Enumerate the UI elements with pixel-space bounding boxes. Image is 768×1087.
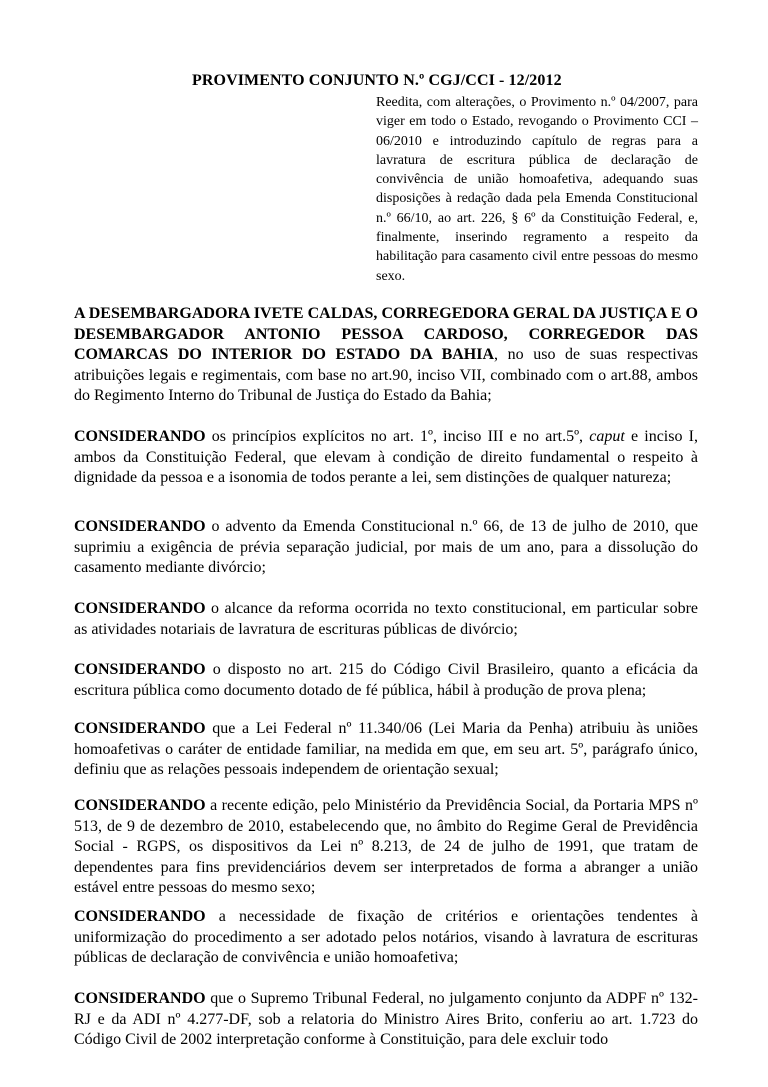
considerando-paragraph: CONSIDERANDO o alcance da reforma ocorrida no texto constitucional, em particular sobre as atividades notariais de lavratura de escrituras públicas de divórcio; [74, 600, 698, 638]
considerando-keyword: CONSIDERANDO [74, 661, 206, 678]
considerando-paragraph: CONSIDERANDO que o Supremo Tribunal Federal, no julgamento conjunto da ADPF nº 132-RJ e da ADI nº 4.277-DF, sob a relatoria do Ministro Aires Brito, conferiu ao art. 1.723 do Código Civil de 2002 interpretação conforme à Constituição, para dele excluir todo [74, 990, 698, 1049]
considerando-keyword: CONSIDERANDO [74, 908, 206, 925]
considerando-keyword: CONSIDERANDO [74, 797, 206, 814]
considerando-paragraph: CONSIDERANDO o advento da Emenda Constitucional n.º 66, de 13 de julho de 2010, que suprimiu a exigência de prévia separação judicial, por mais de um ano, para a dissolução do casamento mediante divórcio; [74, 518, 698, 577]
considerando-paragraph: CONSIDERANDO a necessidade de fixação de critérios e orientações tendentes à uniformização do procedimento a ser adotado pelos notários, visando à lavratura de escrituras públicas de declaração de convivência e união homoafetiva; [74, 908, 698, 967]
considerando-keyword: CONSIDERANDO [74, 518, 206, 535]
preamble-authorities: A DESEMBARGADORA IVETE CALDAS, CORREGEDORA GERAL DA JUSTIÇA E O DESEMBARGADOR ANTONIO PESSOA CARDOSO, CORREGEDOR DAS COMARCAS DO INTERIOR DO ESTADO DA BAHIA [74, 305, 698, 364]
preamble-text: , no uso de suas respectivas atribuições legais e regimentais, com base no art.90, inciso VII, combinado com o art.88, ambos do Regimento Interno do Tribunal de Justiça do Estado da Bahia; [74, 346, 698, 405]
ementa-summary: Reedita, com alterações, o Provimento n.º 04/2007, para viger em todo o Estado, revogando o Provimento CCI – 06/2010 e introduzindo capítulo de regras para a lavratura de escritura pública de declaração de convivência de união homoafetiva, adequando suas disposições à redação dada pela Emenda Constitucional n.º 66/10, ao art. 226, § 6º da Constituição Federal, e, finalmente, inserindo regramento a respeito da habilitação para casamento civil entre pessoas do mesmo sexo. [376, 95, 698, 284]
considerando-keyword: CONSIDERANDO [74, 428, 206, 445]
caput-term: caput [589, 428, 625, 445]
considerando-paragraph: CONSIDERANDO os princípios explícitos no art. 1º, inciso III e no art.5º, caput e inciso I, ambos da Constituição Federal, que elevam à condição de direito fundamental o respeito à dignidade da pessoa e a isonomia de todos perante a lei, sem distinções de qualquer natureza; [74, 428, 698, 487]
considerando-keyword: CONSIDERANDO [74, 990, 206, 1007]
considerando-paragraph: CONSIDERANDO o disposto no art. 215 do Código Civil Brasileiro, quanto a eficácia da escritura pública como documento dotado de fé pública, hábil à produção de prova plena; [74, 661, 698, 699]
document-title: PROVIMENTO CONJUNTO N.º CGJ/CCI - 12/2012 [192, 72, 562, 89]
preamble-paragraph [74, 304, 698, 407]
considerando-keyword: CONSIDERANDO [74, 720, 206, 737]
considerando-paragraph: CONSIDERANDO a recente edição, pelo Ministério da Previdência Social, da Portaria MPS nº 513, de 9 de dezembro de 2010, estabelecendo que, no âmbito do Regime Geral de Previdência Social - RGPS, os dispositivos da Lei nº 8.213, de 24 de julho de 1991, que tratam de dependentes para fins previdenciários devem ser interpretados de forma a abranger a união estável entre pessoas do mesmo sexo; [74, 797, 698, 897]
considerando-paragraph: CONSIDERANDO que a Lei Federal nº 11.340/06 (Lei Maria da Penha) atribuiu às uniões homoafetivas o caráter de entidade familiar, na medida em que, em seu art. 5º, parágrafo único, definiu que as relações pessoais independem de orientação sexual; [74, 720, 698, 779]
considerando-keyword: CONSIDERANDO [74, 600, 206, 617]
